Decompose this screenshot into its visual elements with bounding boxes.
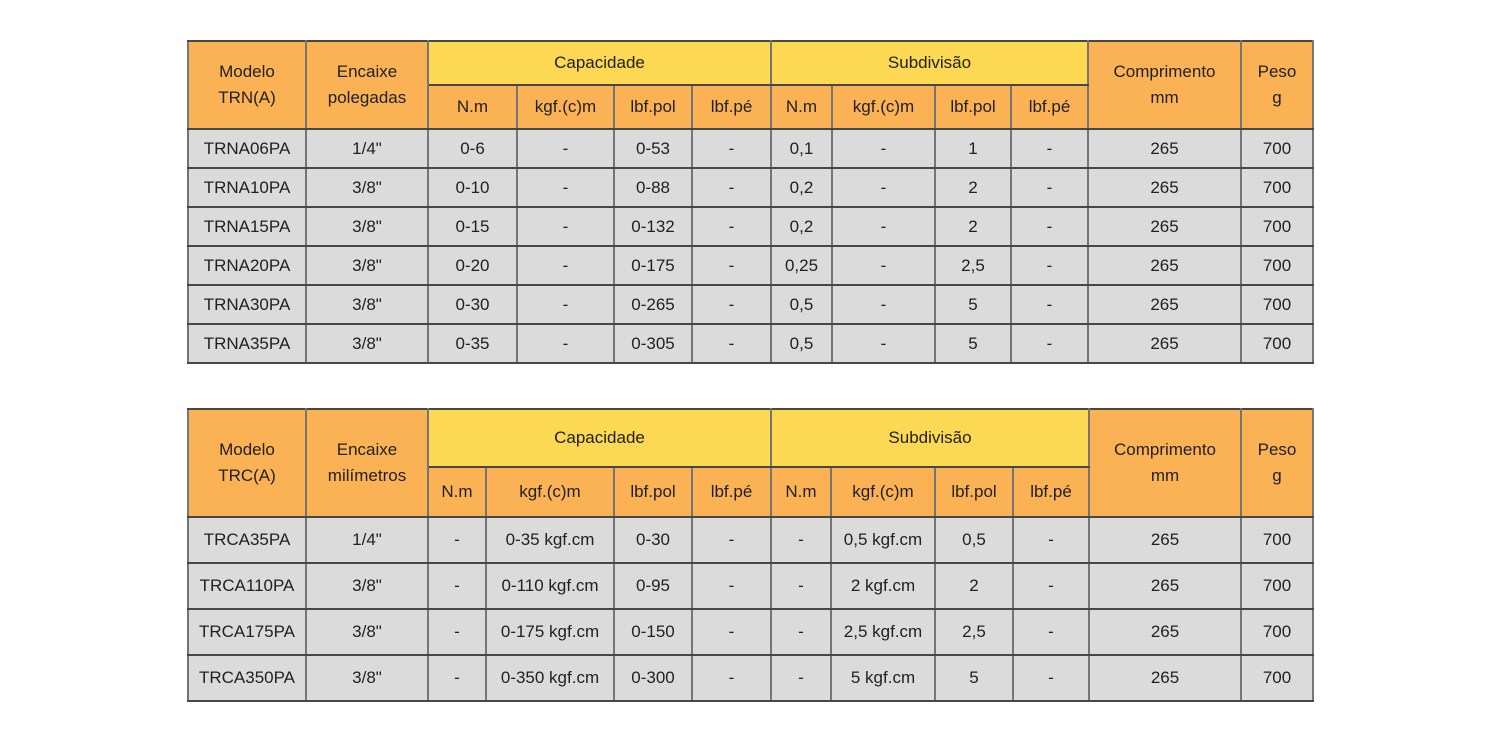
subdivision-group-header: Subdivisão [771, 41, 1088, 85]
weight-label-line1: Peso [1257, 440, 1297, 459]
capacity-group-header: Capacidade [428, 409, 771, 467]
table-cell: 2 [935, 168, 1011, 207]
table-cell: 0-15 [428, 207, 517, 246]
table-cell: - [1011, 168, 1088, 207]
socket-column-header [306, 409, 428, 517]
table-body [188, 129, 1313, 363]
table-cell: - [692, 168, 771, 207]
table-cell: - [428, 563, 486, 609]
capacity-unit-kgfcm: kgf.(c)m [517, 85, 614, 129]
table-cell: - [832, 246, 935, 285]
table-cell: - [692, 609, 771, 655]
subdivision-unit-lbfpe: lbf.pé [1011, 85, 1088, 129]
table-cell: - [692, 563, 771, 609]
subdivision-unit-nm: N.m [771, 85, 832, 129]
table-cell: 0-305 [614, 324, 692, 363]
socket-column-header [306, 41, 428, 129]
table-cell: 700 [1241, 285, 1313, 324]
table-cell: 3/8" [306, 609, 428, 655]
table-cell: 700 [1241, 655, 1313, 701]
table-cell: 2 [935, 563, 1013, 609]
table-cell: - [771, 609, 831, 655]
table-body [188, 517, 1313, 701]
table-cell: TRNA30PA [188, 285, 306, 324]
table-cell: - [692, 207, 771, 246]
table-cell: 265 [1089, 517, 1241, 563]
table-cell: TRCA175PA [188, 609, 306, 655]
table-cell: - [692, 246, 771, 285]
table-row [188, 324, 1313, 363]
table-cell: 0-30 [428, 285, 517, 324]
table-cell: 0-20 [428, 246, 517, 285]
table-cell: 700 [1241, 517, 1313, 563]
table-cell: - [428, 655, 486, 701]
capacity-unit-lbfpol: lbf.pol [614, 85, 692, 129]
table-cell: 265 [1089, 655, 1241, 701]
table-cell: 0,25 [771, 246, 832, 285]
table-cell: - [692, 129, 771, 168]
table-cell: 5 [935, 285, 1011, 324]
table-cell: - [1013, 655, 1089, 701]
model-column-header [188, 409, 306, 517]
table-cell: - [517, 207, 614, 246]
table-cell: 1/4" [306, 129, 428, 168]
table-cell: 700 [1241, 609, 1313, 655]
weight-column-header [1241, 41, 1313, 129]
table-cell: 265 [1088, 207, 1241, 246]
table-cell: TRNA06PA [188, 129, 306, 168]
subdivision-unit-kgfcm: kgf.(c)m [832, 85, 935, 129]
table-row [188, 129, 1313, 168]
table-row [188, 563, 1313, 609]
table-cell: - [1011, 285, 1088, 324]
capacity-unit-lbfpe: lbf.pé [692, 85, 771, 129]
weight-column-header [1241, 409, 1313, 517]
table-cell: 3/8" [306, 168, 428, 207]
subdivision-unit-lbfpe: lbf.pé [1013, 467, 1089, 517]
capacity-unit-nm: N.m [428, 467, 486, 517]
socket-label-line1: Encaixe [336, 62, 398, 81]
subdivision-unit-lbfpol: lbf.pol [935, 85, 1011, 129]
model-label-line2: TRC(A) [218, 466, 276, 485]
table-row [188, 655, 1313, 701]
spec-table-trca [187, 408, 1314, 702]
table-cell: 0-110 kgf.cm [486, 563, 614, 609]
table-cell: 2,5 kgf.cm [831, 609, 935, 655]
table-row [188, 168, 1313, 207]
table-cell: 0-88 [614, 168, 692, 207]
table-cell: 0-95 [614, 563, 692, 609]
table-cell: 0-175 [614, 246, 692, 285]
table-cell: 0,5 [935, 517, 1013, 563]
table-cell: TRNA20PA [188, 246, 306, 285]
subdivision-group-header: Subdivisão [771, 409, 1089, 467]
table-row [188, 207, 1313, 246]
table-cell: 5 [935, 655, 1013, 701]
table-cell: - [517, 246, 614, 285]
table-cell: - [692, 285, 771, 324]
table-cell: - [517, 129, 614, 168]
table-cell: - [832, 207, 935, 246]
capacity-unit-lbfpe: lbf.pé [692, 467, 771, 517]
table-cell: 3/8" [306, 246, 428, 285]
table-cell: - [692, 517, 771, 563]
table-cell: 0-175 kgf.cm [486, 609, 614, 655]
table-cell: TRCA110PA [188, 563, 306, 609]
model-column-header [188, 41, 306, 129]
length-label-line2: mm [1150, 466, 1180, 485]
table-cell: - [832, 129, 935, 168]
spec-table-trna [187, 40, 1314, 364]
table-cell: 1/4" [306, 517, 428, 563]
table-cell: - [517, 168, 614, 207]
table-cell: 0-6 [428, 129, 517, 168]
table-cell: - [832, 168, 935, 207]
table-cell: 3/8" [306, 563, 428, 609]
table-cell: 265 [1088, 246, 1241, 285]
table-cell: 265 [1089, 563, 1241, 609]
table-cell: - [1013, 609, 1089, 655]
table-cell: 0,5 [771, 324, 832, 363]
table-row [188, 609, 1313, 655]
table-cell: - [428, 609, 486, 655]
table-cell: 265 [1088, 285, 1241, 324]
capacity-unit-kgfcm: kgf.(c)m [486, 467, 614, 517]
table-cell: 265 [1088, 129, 1241, 168]
table-cell: 0,5 kgf.cm [831, 517, 935, 563]
table-cell: 700 [1241, 563, 1313, 609]
table-cell: - [832, 324, 935, 363]
length-label-line2: mm [1150, 88, 1179, 107]
subdivision-unit-kgfcm: kgf.(c)m [831, 467, 935, 517]
table-cell: 265 [1089, 609, 1241, 655]
socket-label-line2: milímetros [327, 466, 407, 485]
table-cell: 700 [1241, 207, 1313, 246]
weight-label-line2: g [1272, 466, 1282, 485]
table-cell: 0-35 [428, 324, 517, 363]
table-cell: TRNA35PA [188, 324, 306, 363]
table-cell: 0-30 [614, 517, 692, 563]
table-cell: 265 [1088, 324, 1241, 363]
table-cell: 5 [935, 324, 1011, 363]
capacity-group-header: Capacidade [428, 41, 771, 85]
table-cell: 1 [935, 129, 1011, 168]
table-cell: 0-150 [614, 609, 692, 655]
table-cell: 0-35 kgf.cm [486, 517, 614, 563]
socket-label-line2: polegadas [327, 88, 407, 107]
table-cell: - [517, 324, 614, 363]
table-cell: - [1011, 246, 1088, 285]
model-label-line2: TRN(A) [218, 88, 276, 107]
table-cell: - [771, 655, 831, 701]
table-cell: 700 [1241, 246, 1313, 285]
length-column-header [1089, 409, 1241, 517]
table-cell: 0-300 [614, 655, 692, 701]
table-row [188, 246, 1313, 285]
table-cell: - [1013, 563, 1089, 609]
table-cell: - [832, 285, 935, 324]
table-cell: TRCA350PA [188, 655, 306, 701]
table-cell: 0-265 [614, 285, 692, 324]
table-cell: - [771, 517, 831, 563]
table-cell: 700 [1241, 324, 1313, 363]
table-cell: 0,2 [771, 168, 832, 207]
table-cell: 2 [935, 207, 1011, 246]
header-row-groups [188, 409, 1313, 467]
table-cell: 0,1 [771, 129, 832, 168]
table-cell: 2,5 [935, 246, 1011, 285]
table-cell: 5 kgf.cm [831, 655, 935, 701]
table-cell: 2 kgf.cm [831, 563, 935, 609]
table-cell: - [1011, 129, 1088, 168]
table-cell: TRCA35PA [188, 517, 306, 563]
subdivision-unit-lbfpol: lbf.pol [935, 467, 1013, 517]
table-cell: - [428, 517, 486, 563]
table-cell: TRNA15PA [188, 207, 306, 246]
table-cell: - [692, 324, 771, 363]
socket-label-line1: Encaixe [336, 440, 398, 459]
model-label-line1: Modelo [219, 62, 275, 81]
header-row-groups [188, 41, 1313, 85]
table-row [188, 517, 1313, 563]
table-cell: 700 [1241, 168, 1313, 207]
table-cell: - [1011, 324, 1088, 363]
table-cell: 265 [1088, 168, 1241, 207]
table-cell: 0,5 [771, 285, 832, 324]
table-cell: - [1013, 517, 1089, 563]
table-cell: 0-10 [428, 168, 517, 207]
table-cell: 3/8" [306, 655, 428, 701]
length-label-line1: Comprimento [1113, 440, 1217, 459]
length-label-line1: Comprimento [1113, 62, 1216, 81]
length-column-header [1088, 41, 1241, 129]
table-cell: 3/8" [306, 324, 428, 363]
capacity-unit-nm: N.m [428, 85, 517, 129]
table-cell: TRNA10PA [188, 168, 306, 207]
subdivision-unit-nm: N.m [771, 467, 831, 517]
weight-label-line2: g [1272, 88, 1282, 107]
table-cell: - [771, 563, 831, 609]
model-label-line1: Modelo [219, 440, 275, 459]
table-cell: 0-350 kgf.cm [486, 655, 614, 701]
table-cell: - [517, 285, 614, 324]
table-cell: 0-132 [614, 207, 692, 246]
table-cell: 2,5 [935, 609, 1013, 655]
table-cell: 3/8" [306, 285, 428, 324]
table-cell: 3/8" [306, 207, 428, 246]
weight-label-line1: Peso [1257, 62, 1297, 81]
table-row [188, 285, 1313, 324]
table-cell: 0-53 [614, 129, 692, 168]
table-cell: - [692, 655, 771, 701]
table-cell: 700 [1241, 129, 1313, 168]
capacity-unit-lbfpol: lbf.pol [614, 467, 692, 517]
table-cell: - [1011, 207, 1088, 246]
table-cell: 0,2 [771, 207, 832, 246]
